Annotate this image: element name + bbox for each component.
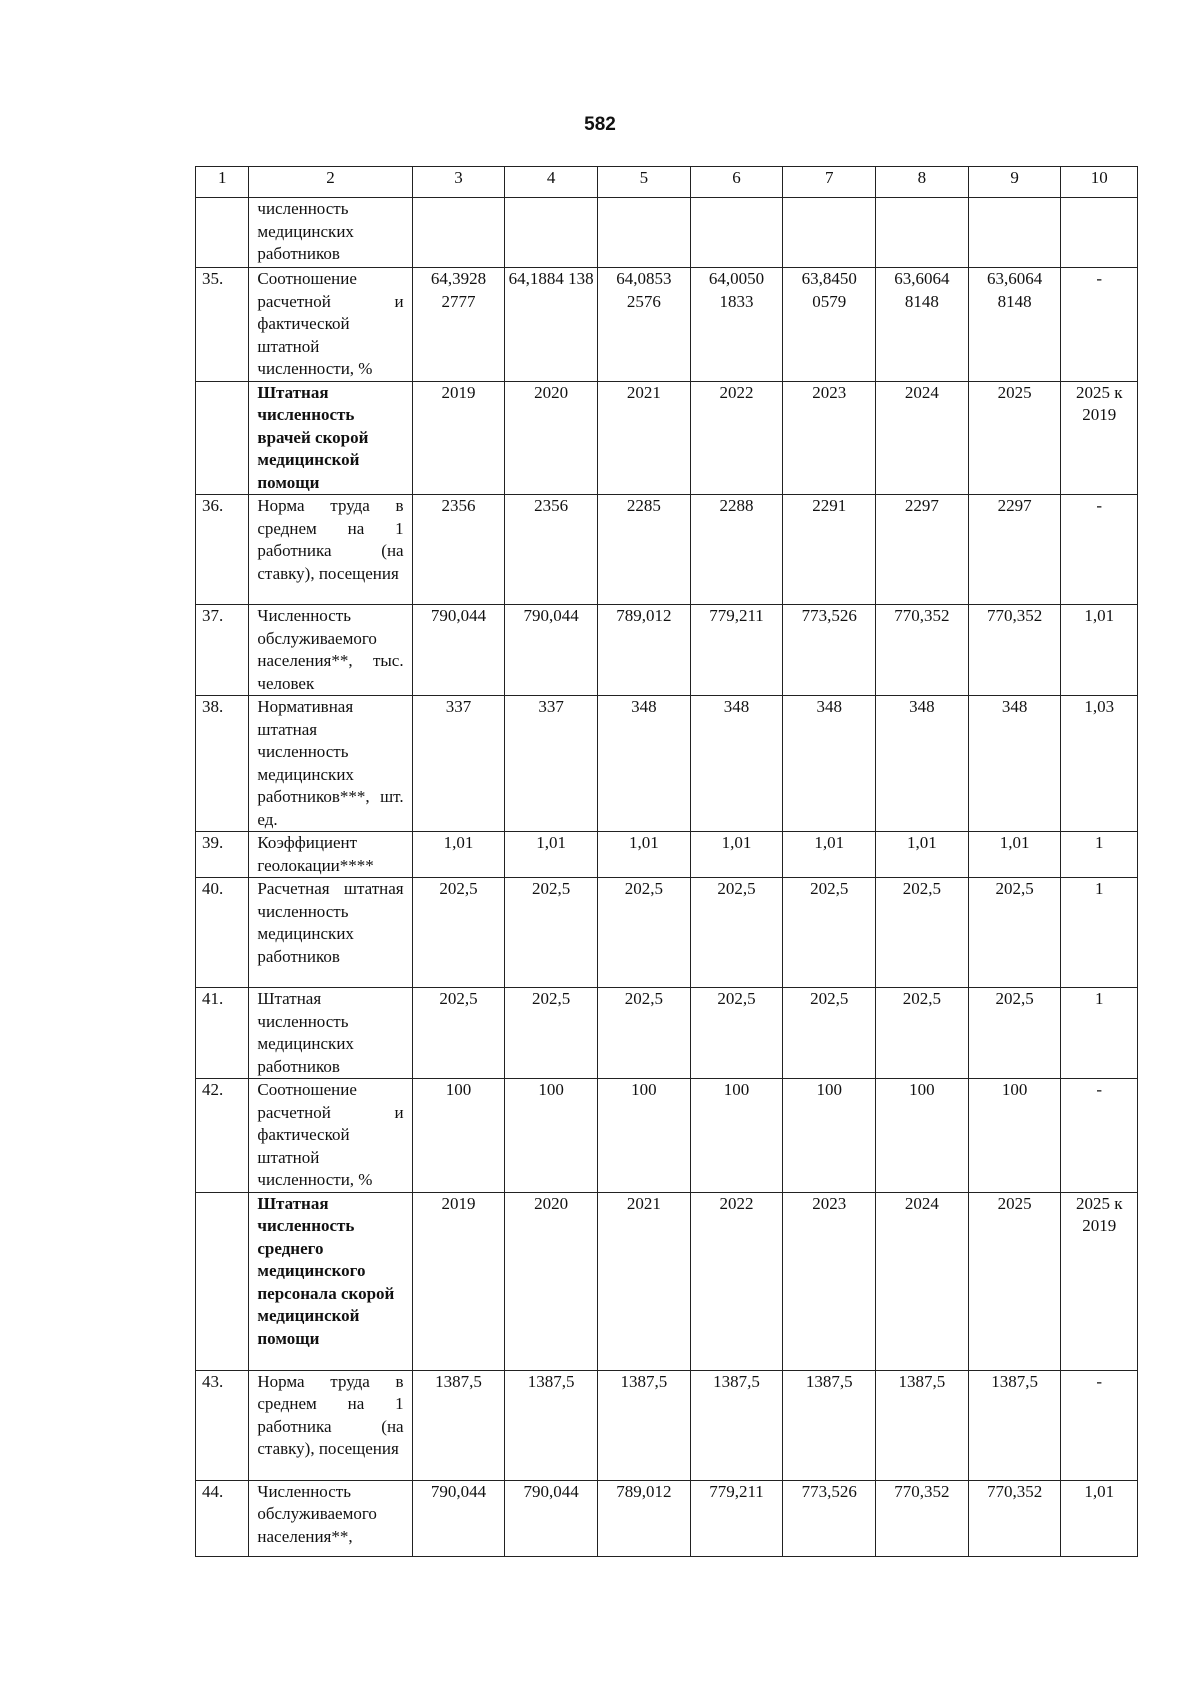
value-cell — [690, 198, 783, 268]
value-cell: 64,3928 2777 — [412, 268, 505, 382]
row-number: 36. — [196, 495, 249, 605]
header-cell-9: 9 — [968, 167, 1061, 198]
value-cell: 790,044 — [412, 1480, 505, 1556]
row-number: 43. — [196, 1370, 249, 1480]
value-cell: 337 — [412, 696, 505, 832]
value-cell: 1,01 — [968, 832, 1061, 878]
row-label: Соотношение расчетной и фактической штатной численности, % — [249, 268, 412, 382]
ratio-cell: - — [1061, 1079, 1138, 1193]
ratio-cell: 2025 к 2019 — [1061, 381, 1138, 495]
value-cell — [412, 198, 505, 268]
value-cell: 202,5 — [690, 878, 783, 988]
value-cell: 202,5 — [876, 878, 969, 988]
table-row — [196, 1370, 1138, 1480]
ratio-cell — [1061, 198, 1138, 268]
row-number — [196, 198, 249, 268]
header-cell-10: 10 — [1061, 167, 1138, 198]
value-cell: 202,5 — [505, 988, 598, 1079]
row-number: 41. — [196, 988, 249, 1079]
value-cell: 2020 — [505, 381, 598, 495]
row-number: 44. — [196, 1480, 249, 1556]
value-cell: 100 — [690, 1079, 783, 1193]
value-cell: 337 — [505, 696, 598, 832]
section-header-row — [196, 381, 1138, 495]
row-number: 37. — [196, 605, 249, 696]
value-cell: 1387,5 — [968, 1370, 1061, 1480]
table-row — [196, 605, 1138, 696]
value-cell: 1,01 — [412, 832, 505, 878]
row-label: Численность обслуживаемого населения**, тыс. человек — [249, 605, 412, 696]
value-cell: 790,044 — [505, 1480, 598, 1556]
row-label: Коэффициент геолокации**** — [249, 832, 412, 878]
row-number: 35. — [196, 268, 249, 382]
section-header-row — [196, 1192, 1138, 1370]
value-cell: 202,5 — [876, 988, 969, 1079]
value-cell: 2025 — [968, 381, 1061, 495]
value-cell: 100 — [783, 1079, 876, 1193]
row-label: Штатная численность среднего медицинского персонала скорой медицинской помощи — [249, 1192, 412, 1370]
ratio-cell: 1 — [1061, 988, 1138, 1079]
value-cell: 100 — [505, 1079, 598, 1193]
value-cell: 2021 — [597, 381, 690, 495]
header-cell-5: 5 — [597, 167, 690, 198]
value-cell: 2024 — [876, 1192, 969, 1370]
value-cell: 2022 — [690, 1192, 783, 1370]
value-cell: 770,352 — [968, 605, 1061, 696]
value-cell: 1,01 — [505, 832, 598, 878]
value-cell: 770,352 — [876, 1480, 969, 1556]
row-label: Численность обслуживаемого населения**, — [249, 1480, 412, 1556]
row-number: 39. — [196, 832, 249, 878]
value-cell — [505, 198, 598, 268]
value-cell: 1,01 — [783, 832, 876, 878]
ratio-cell: 1 — [1061, 832, 1138, 878]
ratio-cell: - — [1061, 268, 1138, 382]
value-cell: 789,012 — [597, 1480, 690, 1556]
value-cell: 2297 — [968, 495, 1061, 605]
value-cell: 2022 — [690, 381, 783, 495]
value-cell — [597, 198, 690, 268]
value-cell: 2291 — [783, 495, 876, 605]
value-cell: 770,352 — [968, 1480, 1061, 1556]
value-cell: 790,044 — [412, 605, 505, 696]
value-cell: 100 — [597, 1079, 690, 1193]
value-cell: 348 — [690, 696, 783, 832]
value-cell: 63,6064 8148 — [968, 268, 1061, 382]
value-cell: 202,5 — [505, 878, 598, 988]
page-number: 582 — [584, 114, 616, 135]
value-cell: 64,0050 1833 — [690, 268, 783, 382]
value-cell: 348 — [876, 696, 969, 832]
row-label: Расчетная штатная численность медицинских работников — [249, 878, 412, 988]
value-cell: 202,5 — [597, 988, 690, 1079]
row-number: 40. — [196, 878, 249, 988]
value-cell: 779,211 — [690, 605, 783, 696]
value-cell: 202,5 — [412, 878, 505, 988]
row-number: 42. — [196, 1079, 249, 1193]
value-cell: 1387,5 — [783, 1370, 876, 1480]
value-cell: 202,5 — [597, 878, 690, 988]
value-cell: 1,01 — [876, 832, 969, 878]
value-cell — [876, 198, 969, 268]
value-cell: 1387,5 — [690, 1370, 783, 1480]
row-number — [196, 1192, 249, 1370]
value-cell: 64,0853 2576 — [597, 268, 690, 382]
table-row — [196, 1480, 1138, 1556]
table-row — [196, 696, 1138, 832]
header-cell-6: 6 — [690, 167, 783, 198]
value-cell: 202,5 — [968, 988, 1061, 1079]
table-row — [196, 495, 1138, 605]
value-cell: 2019 — [412, 1192, 505, 1370]
row-label: Соотношение расчетной и фактической штатной численности, % — [249, 1079, 412, 1193]
value-cell: 2020 — [505, 1192, 598, 1370]
value-cell: 1387,5 — [412, 1370, 505, 1480]
ratio-cell: 1,01 — [1061, 605, 1138, 696]
value-cell: 100 — [412, 1079, 505, 1193]
header-cell-8: 8 — [876, 167, 969, 198]
value-cell: 1,01 — [690, 832, 783, 878]
row-label: Нормативная штатная численность медицинских работников***, шт. ед. — [249, 696, 412, 832]
table-row — [196, 1079, 1138, 1193]
value-cell: 2297 — [876, 495, 969, 605]
value-cell: 790,044 — [505, 605, 598, 696]
value-cell: 2285 — [597, 495, 690, 605]
value-cell: 348 — [783, 696, 876, 832]
value-cell: 202,5 — [783, 878, 876, 988]
header-cell-2: 2 — [249, 167, 412, 198]
value-cell: 348 — [968, 696, 1061, 832]
value-cell: 1387,5 — [876, 1370, 969, 1480]
ratio-cell: - — [1061, 1370, 1138, 1480]
value-cell: 64,1884 138 — [505, 268, 598, 382]
row-label: Штатная численность врачей скорой медицинской помощи — [249, 381, 412, 495]
value-cell: 2356 — [412, 495, 505, 605]
header-cell-3: 3 — [412, 167, 505, 198]
value-cell: 1387,5 — [505, 1370, 598, 1480]
value-cell: 1387,5 — [597, 1370, 690, 1480]
value-cell: 202,5 — [412, 988, 505, 1079]
value-cell: 2023 — [783, 1192, 876, 1370]
header-cell-1: 1 — [196, 167, 249, 198]
value-cell: 63,8450 0579 — [783, 268, 876, 382]
value-cell: 789,012 — [597, 605, 690, 696]
value-cell: 2023 — [783, 381, 876, 495]
value-cell: 773,526 — [783, 1480, 876, 1556]
value-cell: 773,526 — [783, 605, 876, 696]
value-cell: 63,6064 8148 — [876, 268, 969, 382]
header-cell-4: 4 — [505, 167, 598, 198]
value-cell: 2356 — [505, 495, 598, 605]
ratio-cell: - — [1061, 495, 1138, 605]
value-cell: 2025 — [968, 1192, 1061, 1370]
row-label: Норма труда в среднем на 1 работника (на ставку), посещения — [249, 1370, 412, 1480]
value-cell: 202,5 — [968, 878, 1061, 988]
value-cell: 2288 — [690, 495, 783, 605]
table-row — [196, 878, 1138, 988]
row-number: 38. — [196, 696, 249, 832]
value-cell: 202,5 — [783, 988, 876, 1079]
ratio-cell: 1,01 — [1061, 1480, 1138, 1556]
value-cell: 770,352 — [876, 605, 969, 696]
row-number — [196, 381, 249, 495]
header-cell-7: 7 — [783, 167, 876, 198]
header-row — [196, 167, 1138, 198]
ratio-cell: 1 — [1061, 878, 1138, 988]
value-cell: 2021 — [597, 1192, 690, 1370]
value-cell: 1,01 — [597, 832, 690, 878]
value-cell: 202,5 — [690, 988, 783, 1079]
row-label: Штатная численность медицинских работников — [249, 988, 412, 1079]
value-cell: 2024 — [876, 381, 969, 495]
value-cell: 779,211 — [690, 1480, 783, 1556]
row-label: Норма труда в среднем на 1 работника (на ставку), посещения — [249, 495, 412, 605]
value-cell: 100 — [876, 1079, 969, 1193]
value-cell — [968, 198, 1061, 268]
data-table — [195, 166, 1138, 1557]
value-cell — [783, 198, 876, 268]
value-cell: 100 — [968, 1079, 1061, 1193]
row-label: численность медицинских работников — [249, 198, 412, 268]
table-row — [196, 198, 1138, 268]
table-row — [196, 268, 1138, 382]
value-cell: 2019 — [412, 381, 505, 495]
ratio-cell: 1,03 — [1061, 696, 1138, 832]
table-row — [196, 988, 1138, 1079]
value-cell: 348 — [597, 696, 690, 832]
ratio-cell: 2025 к 2019 — [1061, 1192, 1138, 1370]
table-row — [196, 832, 1138, 878]
